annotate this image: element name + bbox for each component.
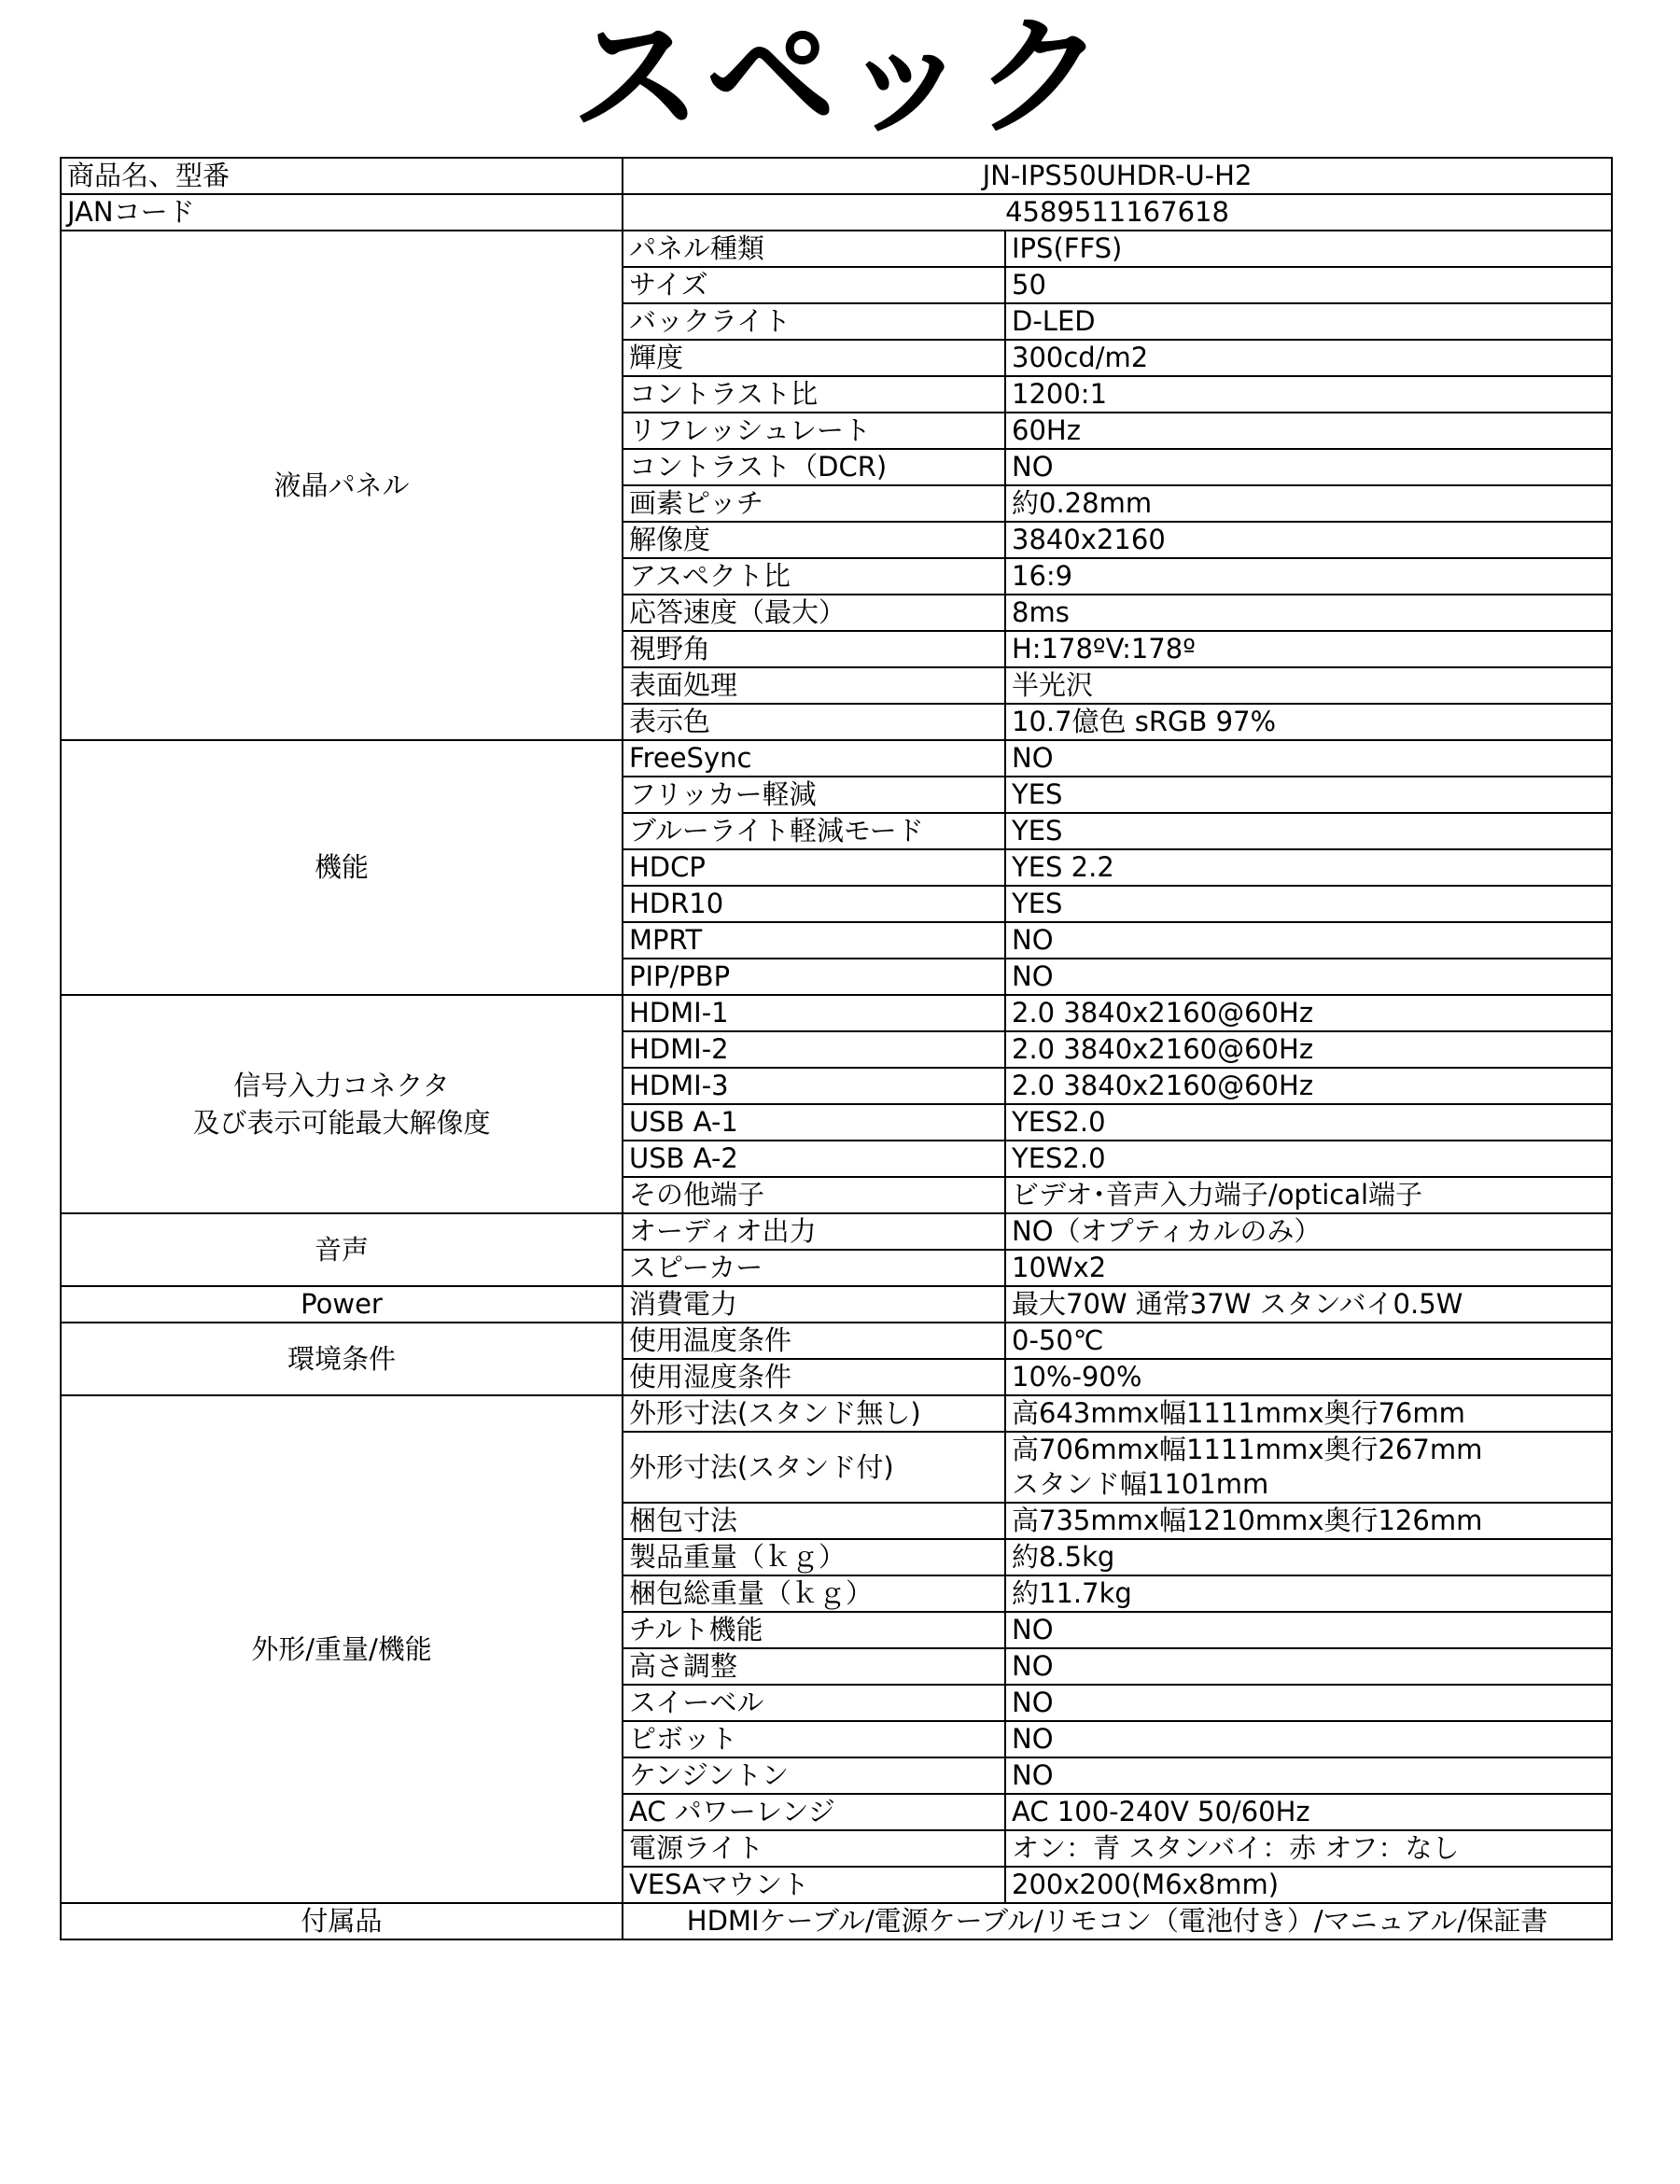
accessories-value: HDMIケーブル/電源ケーブル/リモコン（電池付き）/マニュアル/保証書: [623, 1903, 1612, 1939]
table-row: [61, 995, 1612, 1031]
spec-value: NO: [1005, 449, 1612, 485]
spec-value: NO: [1005, 922, 1612, 959]
category-dimensions: 外形/重量/機能: [61, 1395, 623, 1903]
spec-value: 60Hz: [1005, 413, 1612, 449]
spec-key: スイーベル: [623, 1685, 1005, 1721]
spec-value: 10%-90%: [1005, 1359, 1612, 1395]
spec-key: 梱包総重量（ｋｇ）: [623, 1575, 1005, 1612]
spec-key: 外形寸法(スタンド無し): [623, 1395, 1005, 1432]
spec-value: ビデオ･音声入力端子/optical端子: [1005, 1177, 1612, 1213]
spec-key: ブルーライト軽減モード: [623, 813, 1005, 849]
spec-key: VESAマウント: [623, 1867, 1005, 1903]
spec-value: 50: [1005, 267, 1612, 303]
spec-key: 表示色: [623, 704, 1005, 740]
spec-key: サイズ: [623, 267, 1005, 303]
table-row: [61, 1286, 1612, 1323]
spec-key: PIP/PBP: [623, 959, 1005, 995]
product-label: 商品名、型番: [61, 158, 623, 194]
spec-key: HDMI-1: [623, 995, 1005, 1031]
spec-value: 3840x2160: [1005, 522, 1612, 558]
spec-value: 300cd/m2: [1005, 340, 1612, 376]
category-power: Power: [61, 1286, 623, 1323]
spec-key: バックライト: [623, 303, 1005, 340]
category-environment: 環境条件: [61, 1323, 623, 1395]
spec-key: フリッカー軽減: [623, 777, 1005, 813]
spec-value: 10.7億色 sRGB 97%: [1005, 704, 1612, 740]
spec-value: NO: [1005, 740, 1612, 777]
spec-table: [60, 157, 1613, 1940]
spec-key: 視野角: [623, 631, 1005, 667]
spec-key: 解像度: [623, 522, 1005, 558]
spec-key: リフレッシュレート: [623, 413, 1005, 449]
spec-key: 画素ピッチ: [623, 485, 1005, 522]
category-line-1: 信号入力コネクタ: [233, 1070, 450, 1101]
spec-value: H:178ºV:178º: [1005, 631, 1612, 667]
spec-value: 0-50℃: [1005, 1323, 1612, 1359]
spec-key: ケンジントン: [623, 1757, 1005, 1794]
spec-value: 2.0 3840x2160@60Hz: [1005, 1068, 1612, 1104]
spec-key: HDR10: [623, 886, 1005, 922]
table-row: [61, 158, 1612, 194]
spec-value: 2.0 3840x2160@60Hz: [1005, 995, 1612, 1031]
spec-key: MPRT: [623, 922, 1005, 959]
jan-label: JANコード: [61, 194, 623, 231]
accessories-label: 付属品: [61, 1903, 623, 1939]
spec-value: AC 100-240V 50/60Hz: [1005, 1794, 1612, 1830]
spec-value: 1200:1: [1005, 376, 1612, 413]
spec-value: オン：青 スタンバイ：赤 オフ：なし: [1005, 1830, 1612, 1867]
spec-value: NO: [1005, 1757, 1612, 1794]
table-row: [61, 1213, 1612, 1250]
spec-key: HDMI-3: [623, 1068, 1005, 1104]
spec-value: 200x200(M6x8mm): [1005, 1867, 1612, 1903]
jan-value: 4589511167618: [623, 194, 1612, 231]
spec-value: 最大70W 通常37W スタンバイ0.5W: [1005, 1286, 1612, 1323]
spec-value: 半光沢: [1005, 667, 1612, 704]
category-lcd-panel: 液晶パネル: [61, 231, 623, 740]
spec-value: 8ms: [1005, 595, 1612, 631]
spec-key: パネル種類: [623, 231, 1005, 267]
spec-value-line-1: 高706mmx幅1111mmx奥行267mm: [1012, 1434, 1483, 1465]
spec-key: コントラスト比: [623, 376, 1005, 413]
spec-value: NO: [1005, 1648, 1612, 1685]
spec-value: YES2.0: [1005, 1141, 1612, 1177]
spec-key: USB A-2: [623, 1141, 1005, 1177]
spec-key: USB A-1: [623, 1104, 1005, 1141]
spec-key: 梱包寸法: [623, 1503, 1005, 1539]
spec-key: 外形寸法(スタンド付): [623, 1432, 1005, 1503]
spec-key: HDCP: [623, 849, 1005, 886]
product-value: JN-IPS50UHDR-U-H2: [623, 158, 1612, 194]
spec-key: 使用湿度条件: [623, 1359, 1005, 1395]
spec-value: NO: [1005, 1685, 1612, 1721]
spec-value: NO（オプティカルのみ）: [1005, 1213, 1612, 1250]
table-row: [61, 740, 1612, 777]
category-features: 機能: [61, 740, 623, 995]
table-row: [61, 194, 1612, 231]
spec-key: アスペクト比: [623, 558, 1005, 595]
spec-key: HDMI-2: [623, 1031, 1005, 1068]
spec-value: [1005, 1432, 1612, 1503]
spec-value: 16:9: [1005, 558, 1612, 595]
table-row: [61, 1903, 1612, 1939]
spec-key: 輝度: [623, 340, 1005, 376]
category-input-connectors: [61, 995, 623, 1213]
table-row: [61, 1323, 1612, 1359]
spec-value: NO: [1005, 1612, 1612, 1648]
spec-value: YES: [1005, 886, 1612, 922]
spec-key: 電源ライト: [623, 1830, 1005, 1867]
category-audio: 音声: [61, 1213, 623, 1286]
spec-value: D-LED: [1005, 303, 1612, 340]
spec-value: YES 2.2: [1005, 849, 1612, 886]
spec-value: 2.0 3840x2160@60Hz: [1005, 1031, 1612, 1068]
page-title: スペック: [570, 2, 1109, 154]
spec-key: 高さ調整: [623, 1648, 1005, 1685]
spec-value: 約11.7kg: [1005, 1575, 1612, 1612]
spec-value: 高643mmx幅1111mmx奥行76mm: [1005, 1395, 1612, 1432]
spec-key: スピーカー: [623, 1250, 1005, 1286]
spec-value: YES: [1005, 777, 1612, 813]
spec-key: FreeSync: [623, 740, 1005, 777]
spec-value: IPS(FFS): [1005, 231, 1612, 267]
spec-value: YES: [1005, 813, 1612, 849]
spec-value: NO: [1005, 959, 1612, 995]
spec-value: NO: [1005, 1721, 1612, 1757]
spec-key: 使用温度条件: [623, 1323, 1005, 1359]
category-line-2: 及び表示可能最大解像度: [192, 1107, 491, 1139]
spec-key: その他端子: [623, 1177, 1005, 1213]
spec-value-line-2: スタンド幅1101mm: [1012, 1468, 1269, 1500]
spec-key: 消費電力: [623, 1286, 1005, 1323]
spec-value: 約0.28mm: [1005, 485, 1612, 522]
spec-key: ピボット: [623, 1721, 1005, 1757]
spec-key: オーディオ出力: [623, 1213, 1005, 1250]
spec-value: 10Wx2: [1005, 1250, 1612, 1286]
spec-key: AC パワーレンジ: [623, 1794, 1005, 1830]
spec-value: YES2.0: [1005, 1104, 1612, 1141]
spec-key: 表面処理: [623, 667, 1005, 704]
spec-key: コントラスト（DCR): [623, 449, 1005, 485]
spec-value: 高735mmx幅1210mmx奥行126mm: [1005, 1503, 1612, 1539]
table-row: [61, 231, 1612, 267]
spec-value: 約8.5kg: [1005, 1539, 1612, 1575]
spec-key: 応答速度（最大）: [623, 595, 1005, 631]
spec-key: チルト機能: [623, 1612, 1005, 1648]
spec-key: 製品重量（ｋｇ）: [623, 1539, 1005, 1575]
table-row: [61, 1395, 1612, 1432]
